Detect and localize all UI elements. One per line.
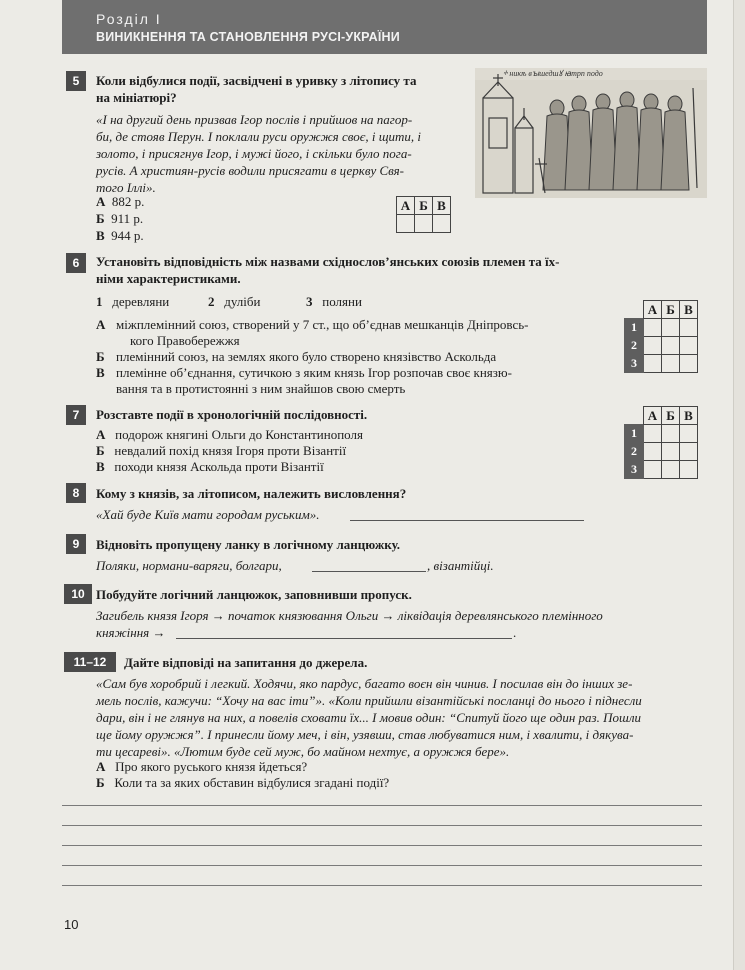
question-number-10: 10 — [64, 584, 92, 604]
answer-cell[interactable] — [644, 355, 662, 373]
q6-option-c-text: вання та в протистоянні з ним знайшов свою смерть — [116, 381, 406, 396]
q6-item-3: 3 поляни — [306, 294, 362, 309]
answer-cell[interactable] — [662, 355, 680, 373]
q7-question: Розставте події в хронологічній послідовності. — [96, 407, 368, 422]
answer-cell[interactable] — [644, 443, 662, 461]
question-number-6: 6 — [66, 253, 86, 273]
q1112-quote-line: ти цесареві». «Лютим буде сей муж, бо майном нехтує, а оружжя бере». — [96, 744, 510, 759]
q1112-quote-line: ще йому оружжя”. І принесли йому меч, і він, узявши, став любуватися ним, і хвалити, і дякува- — [96, 727, 634, 742]
q5-quote-line: того Іллі». — [96, 180, 156, 195]
q9-answer-line[interactable] — [312, 571, 426, 572]
q6-option-a-letter: А — [96, 317, 106, 332]
question-number-8: 8 — [66, 483, 86, 503]
q5-answer-grid: А Б В — [396, 196, 451, 233]
q5-option-a[interactable]: А 882 р. — [96, 194, 145, 209]
q6-option-a-text: кого Правобережжя — [130, 333, 240, 348]
section-title: ВИНИКНЕННЯ ТА СТАНОВЛЕННЯ РУСІ-УКРАЇНИ — [96, 30, 400, 44]
answer-cell[interactable] — [680, 319, 698, 337]
answer-line[interactable] — [62, 885, 702, 886]
answer-cell[interactable] — [397, 215, 415, 233]
q10-chain-line-1: Загибель князя Ігоря → початок князювання Ольги → ліквідація деревлянського племінного — [96, 608, 603, 623]
q1112-quote-line: мель послів, кажучи: “Хочу на вас іти”». «Коли прийшли візантійські посланці до нього і піднесли — [96, 693, 642, 708]
question-number-11-12: 11–12 — [64, 652, 116, 672]
q6-option-c-letter: В — [96, 365, 105, 380]
question-number-7: 7 — [66, 405, 86, 425]
section-header — [62, 0, 707, 54]
answer-cell[interactable] — [644, 461, 662, 479]
q6-option-c-text: племінне об’єднання, сутичкою з яким князь Ігор розпочав своє князю- — [116, 365, 512, 380]
answer-cell[interactable] — [680, 425, 698, 443]
q5-option-c[interactable]: В 944 р. — [96, 228, 144, 243]
answer-line[interactable] — [62, 825, 702, 826]
answer-cell[interactable] — [680, 461, 698, 479]
answer-cell[interactable] — [680, 443, 698, 461]
answer-cell[interactable] — [644, 425, 662, 443]
q7-option-c: В походи князя Аскольда проти Візантії — [96, 459, 324, 474]
q8-answer-line[interactable] — [350, 520, 584, 521]
answer-cell[interactable] — [644, 319, 662, 337]
question-number-9: 9 — [66, 534, 86, 554]
section-label: Розділ І — [96, 11, 162, 27]
q10-answer-line[interactable] — [176, 638, 512, 639]
answer-cell[interactable] — [433, 215, 451, 233]
q1112-question: Дайте відповіді на запитання до джерела. — [124, 655, 368, 670]
miniature-illustration — [475, 68, 707, 198]
q1112-option-b: Б Коли та за яких обставин відбулися згадані події? — [96, 775, 390, 790]
q10-period: . — [513, 625, 517, 640]
q1112-option-a: А Про якого руського князя йдеться? — [96, 759, 308, 774]
q9-chain-start: Поляки, нормани-варяги, болгари, — [96, 558, 282, 573]
q5-option-b[interactable]: Б 911 р. — [96, 211, 144, 226]
answer-cell[interactable] — [680, 337, 698, 355]
answer-cell[interactable] — [662, 461, 680, 479]
q10-chain-line-2: княжіння → — [96, 625, 166, 640]
q6-option-b-letter: Б — [96, 349, 105, 364]
q6-answer-grid: А Б В 1 2 3 — [624, 300, 698, 373]
answer-cell[interactable] — [415, 215, 433, 233]
q5-quote-line: «І на другий день призвав Ігор послів і прийшов на пагор- — [96, 112, 413, 127]
answer-cell[interactable] — [662, 443, 680, 461]
q5-quote-line: би, де стояв Перун. І поклали руси оружжя своє, і щити, і — [96, 129, 422, 144]
q6-question-line-2: німи характеристиками. — [96, 271, 241, 286]
chronicle-miniature — [475, 68, 707, 198]
q7-option-b: Б невдалий похід князя Ігоря проти Візантії — [96, 443, 347, 458]
q6-question-line-1: Установіть відповідність між назвами східнослов’янських союзів племен та їх- — [96, 254, 560, 269]
q7-option-a: А подорож княгині Ольги до Константинополя — [96, 427, 363, 442]
q5-question-line-2: на мініатюрі? — [96, 90, 177, 105]
question-number-5: 5 — [66, 71, 86, 91]
q6-option-b-text: племінний союз, на землях якого було створено князівство Аскольда — [116, 349, 497, 364]
q6-item-2: 2 дуліби — [208, 294, 261, 309]
q8-quote: «Хай буде Київ мати городам руським». — [96, 507, 320, 522]
answer-line[interactable] — [62, 805, 702, 806]
answer-line[interactable] — [62, 865, 702, 866]
q5-quote-line: русів. А християн-русів водили присягати в церкву Свя- — [96, 163, 405, 178]
answer-cell[interactable] — [680, 355, 698, 373]
q1112-quote-line: дари, він і не глянув на них, а повелів сховати їх... І мовив один: “Спитуй його ще один раз. Пошли — [96, 710, 641, 725]
answer-cell[interactable] — [662, 337, 680, 355]
q6-option-a-text: міжплемінний союз, створений у 7 ст., що об’єднав мешканців Дніпровсь- — [116, 317, 529, 332]
q7-answer-grid: А Б В 1 2 3 — [624, 406, 698, 479]
page-number: 10 — [64, 917, 79, 932]
q10-question: Побудуйте логічний ланцюжок, заповнивши пропуск. — [96, 587, 412, 602]
q8-question: Кому з князів, за літописом, належить висловлення? — [96, 486, 407, 501]
answer-cell[interactable] — [662, 319, 680, 337]
page-edge — [733, 0, 745, 970]
answer-cell[interactable] — [644, 337, 662, 355]
q9-chain-end: , візантійці. — [427, 558, 494, 573]
q5-question-line-1: Коли відбулися події, засвідчені в уривку з літопису та — [96, 73, 417, 88]
q5-quote-line: золото, і присягнув Ігор, і мужі його, і скільки було пога- — [96, 146, 412, 161]
q9-question: Відновіть пропущену ланку в логічному ланцюжку. — [96, 537, 401, 552]
q1112-quote-line: «Сам був хоробрий і легкий. Ходячи, яко пардус, багато воєн він чинив. І посилав він до інших зе- — [96, 676, 633, 691]
q6-item-1: 1 деревляни — [96, 294, 170, 309]
answer-line[interactable] — [62, 845, 702, 846]
answer-cell[interactable] — [662, 425, 680, 443]
miniature-caption: ⰰ никѣ вꙑшедшꙋ ꙗтрп подо — [503, 69, 603, 78]
